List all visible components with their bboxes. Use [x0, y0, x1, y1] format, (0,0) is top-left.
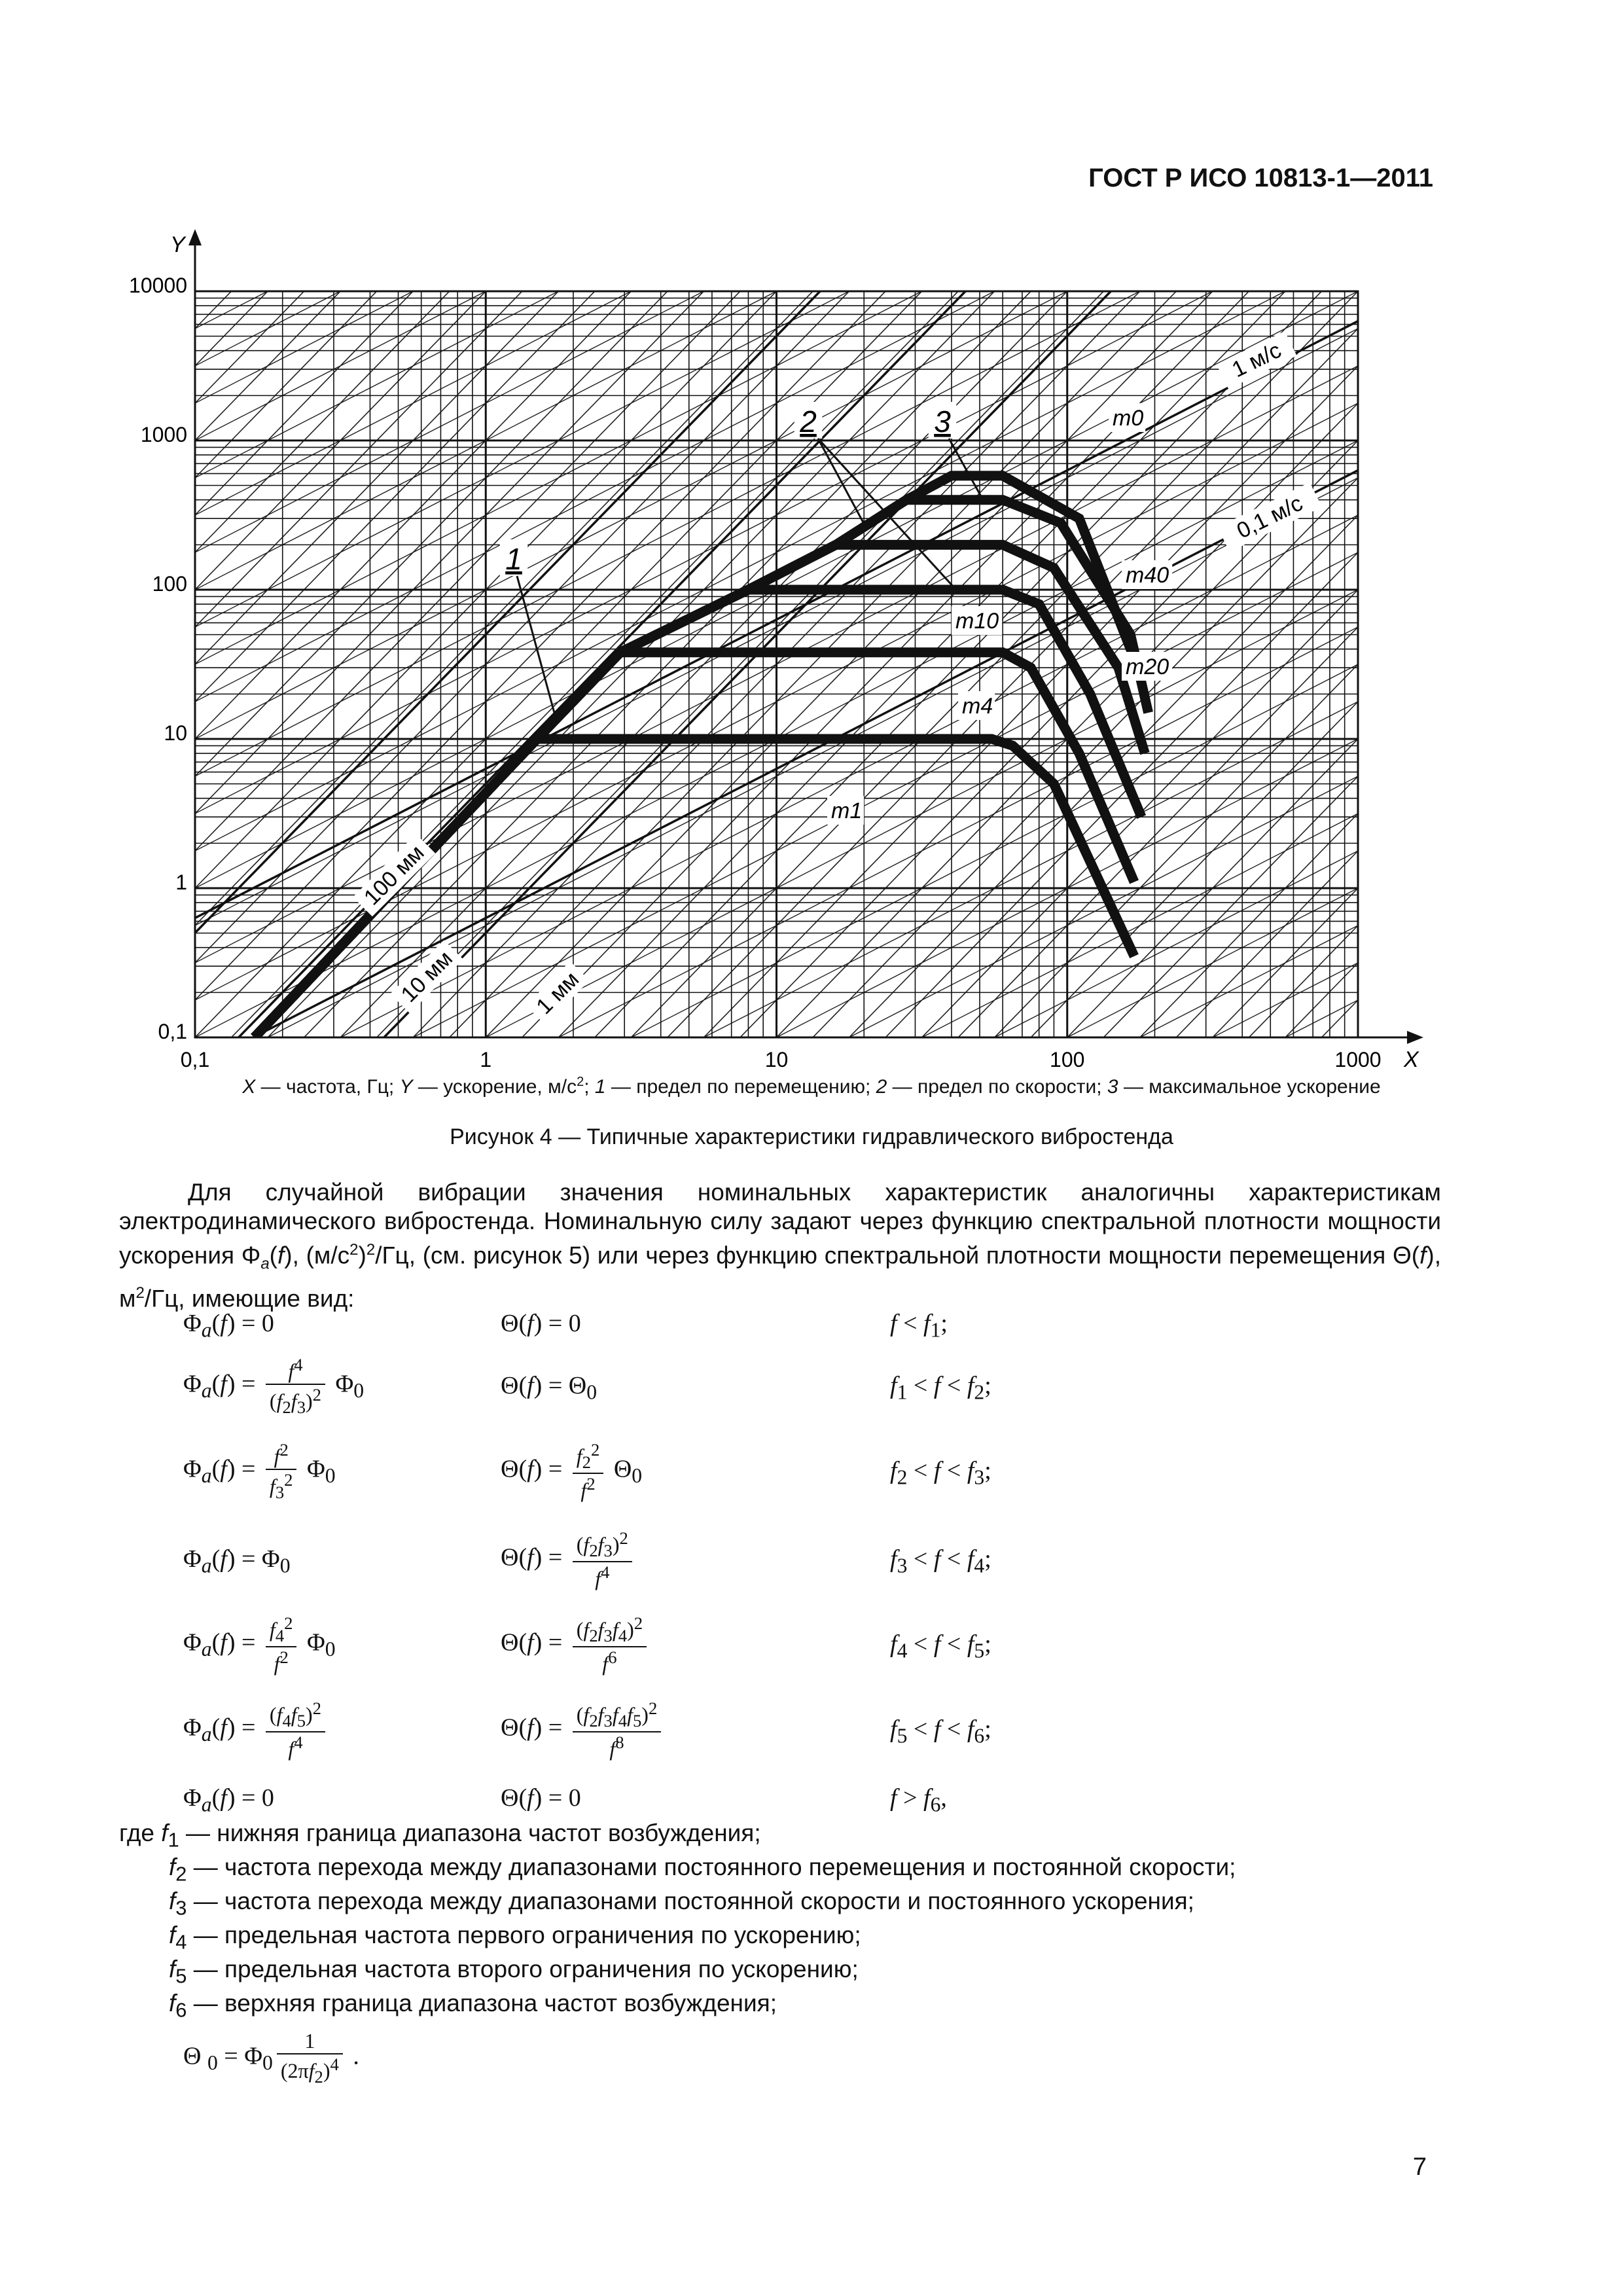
svg-text:1 м/с: 1 м/с — [1228, 337, 1285, 383]
svg-text:100 мм: 100 мм — [359, 840, 429, 910]
formula-cond-4: $f_3 < f < f_4$; — [890, 1545, 991, 1577]
velocity-hatch-line — [195, 0, 1358, 217]
velocity-hatch-line — [195, 0, 1358, 291]
displacement-hatch-line — [195, 0, 1358, 329]
definition-f1: где $f_1$ — нижняя граница диапазона частот возбуждения; — [119, 1820, 761, 1852]
formula-theta-1: Θ(f) = 0 — [501, 1310, 581, 1337]
curve-label-m0 — [1109, 403, 1145, 432]
displacement-hatch-line — [195, 0, 1358, 179]
velocity-hatch-line — [195, 0, 1358, 329]
curve-label-3 — [929, 402, 957, 439]
formula-phi-7: $\Phi_a(f) = 0$ — [183, 1784, 274, 1816]
svg-text:m4: m4 — [962, 694, 993, 719]
figure-legend: X — частота, Гц; Y — ускорение, $м/с^2$; 1 — предел по перемещению; 2 — предел по скорости; 3 — максимальное ускорение — [242, 1075, 1381, 1098]
formula-theta-4: Θ(f) = $\frac{(f_2f_3)^2}{f^4}$ — [501, 1528, 636, 1591]
displacement-hatch-line — [195, 0, 1358, 217]
formula-cond-1: $f < f_1$; — [890, 1310, 948, 1342]
figure-caption: Рисунок 4 — Типичные характеристики гидравлического вибростенда — [450, 1124, 1173, 1149]
curve-label-m20 — [1122, 652, 1172, 681]
displacement-hatch-line — [195, 0, 1358, 30]
velocity-hatch-line — [195, 0, 1358, 142]
final-formula: Θ $_0 = \Phi_0$ $\frac{1}{(2\pi f_2)^4}$ . — [183, 2029, 359, 2087]
displacement-hatch-line — [195, 0, 1358, 254]
formula-cond-3: $f_2 < f < f_3$; — [890, 1457, 991, 1489]
curve-label-m1 — [827, 796, 864, 825]
displacement-hatch-line — [195, 0, 1358, 142]
leader-line — [818, 439, 955, 589]
x-tick-label: 1000 — [1334, 1048, 1382, 1071]
curve-label-1 — [500, 539, 528, 576]
y-tick-label: 10 — [164, 721, 187, 745]
page-number: 7 — [1412, 2153, 1427, 2181]
x-tick-label: 1 — [480, 1048, 492, 1071]
velocity-hatch-line — [195, 0, 1358, 254]
displacement-hatch-line — [195, 0, 1358, 291]
series-m40 — [255, 500, 1149, 1037]
frequency-acceleration-chart — [0, 0, 1623, 1073]
svg-text:0,1 м/с: 0,1 м/с — [1232, 490, 1307, 544]
x-tick-label: 100 — [1050, 1048, 1085, 1071]
y-tick-label: 1 — [175, 870, 187, 894]
y-tick-label: 10000 — [129, 274, 187, 297]
formula-theta-3: Θ(f) = $\frac{f_2^2}{f^2}$ $\Theta_0$ — [501, 1440, 643, 1502]
y-tick-label: 100 — [152, 572, 187, 596]
formula-phi-2: $\Phi_a(f)$ = $\frac{f^4}{(f_2f_3)^2}$ $\Phi_0$ — [183, 1355, 365, 1417]
curve-label-m4 — [958, 691, 995, 720]
curve-label-m10 — [952, 606, 1002, 635]
svg-text:1: 1 — [505, 542, 522, 576]
svg-text:m1: m1 — [831, 798, 863, 823]
displacement-hatch-line — [195, 0, 1358, 105]
definition-f5: $f_5$ — предельная частота второго ограничения по ускорению; — [169, 1956, 859, 1988]
formula-phi-4: $\Phi_a(f) = \Phi_0$ — [183, 1545, 291, 1577]
chart-grid — [195, 291, 1358, 1037]
svg-text:m40: m40 — [1126, 563, 1169, 588]
formula-cond-2: $f_1 < f < f_2$; — [890, 1372, 991, 1404]
formula-theta-6: Θ(f) = $\frac{(f_2f_3f_4f_5)^2}{f^8}$ — [501, 1698, 665, 1761]
x-tick-label: 0,1 — [180, 1048, 210, 1071]
definition-f4: $f_4$ — предельная частота первого ограничения по ускорению; — [169, 1922, 861, 1954]
body-paragraph: Для случайной вибрации значения номинальных характеристик аналогичны характеристикам электродинамического вибростенда. Номинальную силу задают через функцию спектральной плотности мощности ускорения $\Phi_a(f)$, $(м/с^2)^2/Гц$, (см. рисунок 5) или через функцию спектральной плотности мощности перемещения Θ(f), $м^2/Гц$, имеющие вид: — [119, 1179, 1442, 1312]
x-tick-label: 10 — [764, 1048, 789, 1071]
definition-f3: $f_3$ — частота перехода между диапазонами постоянной скорости и постоянного ускорения; — [169, 1888, 1194, 1920]
curve-label-m40 — [1122, 560, 1172, 589]
x-axis-arrow — [1407, 1031, 1423, 1044]
definition-f2: $f_2$ — частота перехода между диапазонами постоянного перемещения и постоянной скорости; — [169, 1854, 1236, 1886]
formula-cond-5: $f_4 < f < f_5$; — [890, 1630, 991, 1662]
svg-text:1 мм: 1 мм — [531, 967, 584, 1020]
document-header: ГОСТ Р ИСО 10813-1—2011 — [1088, 164, 1433, 192]
formula-cond-7: $f > f_6$, — [890, 1784, 947, 1816]
displacement-hatch-line — [195, 0, 1358, 67]
definition-f6: $f_6$ — верхняя граница диапазона частот возбуждения; — [169, 1990, 777, 2022]
line-label-10 мм — [390, 940, 463, 1013]
y-axis-arrow — [188, 229, 202, 245]
formula-cond-6: $f_5 < f < f_6$; — [890, 1715, 991, 1748]
y-axis-label: Y — [170, 232, 185, 257]
formula-phi-6: $\Phi_a(f)$ = $\frac{(f_4f_5)^2}{f^4}$ — [183, 1698, 329, 1761]
svg-text:m0: m0 — [1113, 406, 1144, 431]
formula-phi-5: $\Phi_a(f)$ = $\frac{f_4^2}{f^2}$ $\Phi_0$ — [183, 1613, 336, 1676]
y-tick-label: 1000 — [140, 423, 187, 446]
formula-phi-1: $\Phi_a(f) = 0$ — [183, 1310, 274, 1342]
svg-text:3: 3 — [934, 404, 951, 439]
svg-text:m20: m20 — [1126, 655, 1169, 679]
formula-theta-2: $\Theta(f) = \Theta_0$ — [501, 1372, 597, 1404]
x-axis-label: X — [1404, 1047, 1419, 1072]
formula-theta-7: Θ(f) = 0 — [501, 1784, 581, 1812]
velocity-hatch-line — [195, 0, 1358, 179]
formula-theta-5: Θ(f) = $\frac{(f_2f_3f_4)^2}{f^6}$ — [501, 1613, 651, 1676]
svg-text:10 мм: 10 мм — [396, 946, 457, 1007]
curve-label-2 — [794, 402, 823, 439]
formula-table — [0, 1302, 1623, 1826]
formula-phi-3: $\Phi_a(f)$ = $\frac{f^2}{f_3^2}$ $\Phi_0$ — [183, 1440, 336, 1502]
svg-text:2: 2 — [800, 404, 817, 439]
y-tick-label: 0,1 — [158, 1020, 187, 1043]
svg-text:m10: m10 — [955, 609, 999, 634]
